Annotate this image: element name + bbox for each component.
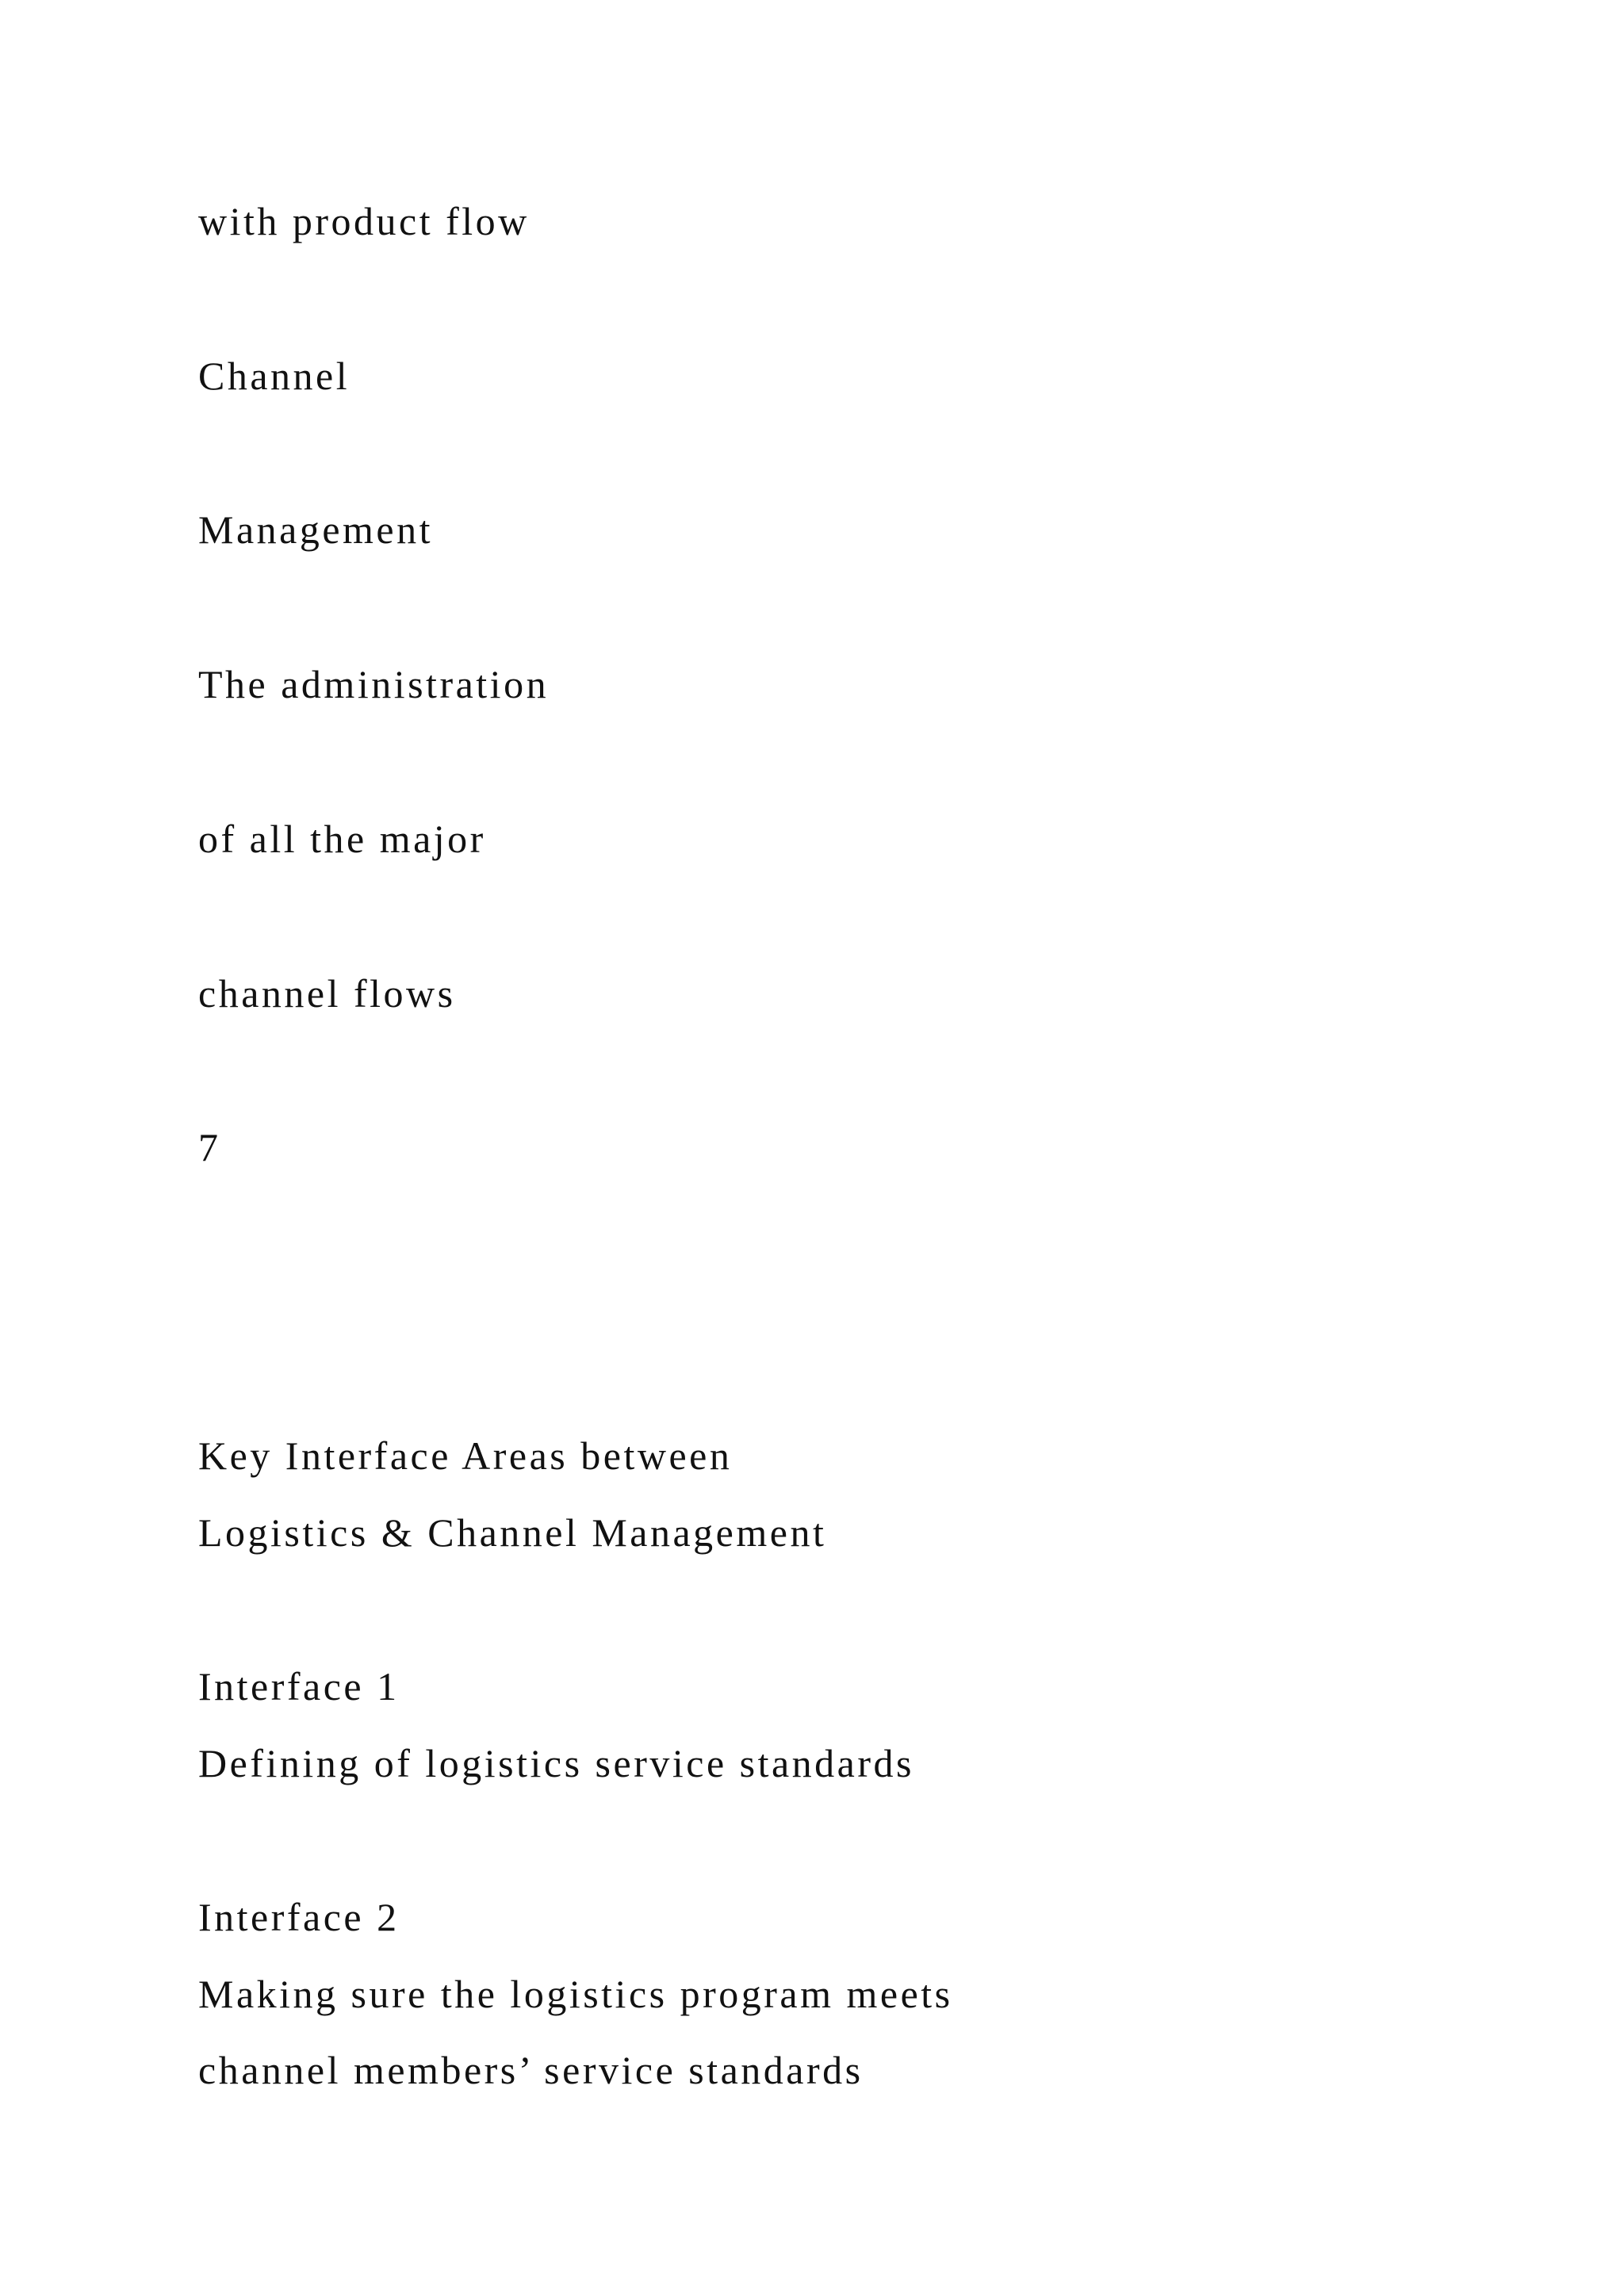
text-line: Management: [198, 507, 434, 552]
text-line: The administration: [198, 662, 550, 706]
page-number: 7: [198, 1125, 221, 1169]
interface-2-title: Interface 2: [198, 1895, 400, 1939]
text-line: Channel: [198, 354, 350, 398]
interface-1-title: Interface 1: [198, 1664, 400, 1709]
text-line: of all the major: [198, 817, 486, 861]
text-line: with product flow: [198, 199, 530, 243]
interface-2-text: Making sure the logistics program meets: [198, 1972, 953, 2016]
interface-2-text: channel members’ service standards: [198, 2048, 864, 2092]
text-line: channel flows: [198, 971, 456, 1016]
section-heading-line-2: Logistics & Channel Management: [198, 1510, 827, 1555]
interface-1-text: Defining of logistics service standards: [198, 1741, 914, 1785]
section-heading-line-1: Key Interface Areas between: [198, 1433, 733, 1478]
